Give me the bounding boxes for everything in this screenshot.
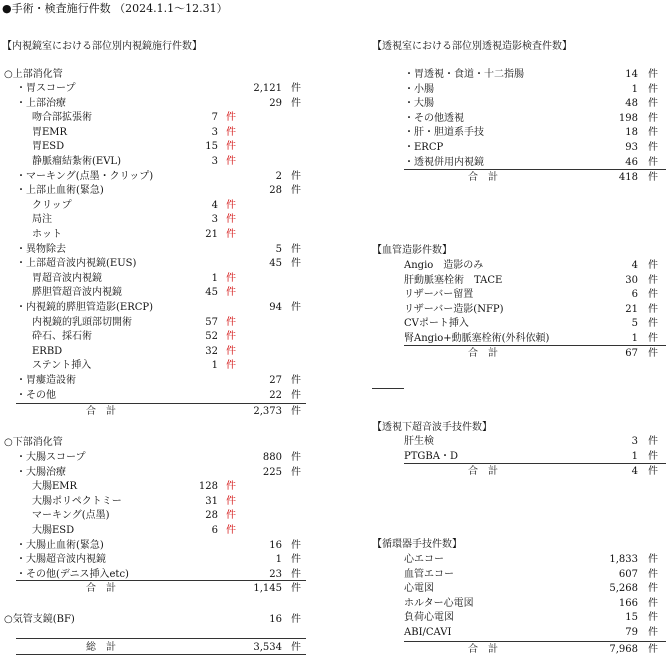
fluoro-value: 93 bbox=[625, 142, 638, 153]
angio-value: 6 bbox=[631, 289, 638, 300]
fluoro-label: ・ERCP bbox=[404, 142, 444, 153]
upper-label: ・内視鏡的膵胆管造影(ERCP) bbox=[16, 302, 154, 313]
upper-label: ・マーキング(点墨・クリップ) bbox=[16, 171, 154, 182]
cardio-label: 負荷心電図 bbox=[404, 612, 454, 623]
upper-unit: 件 bbox=[291, 375, 301, 386]
upper-value: 2 bbox=[275, 171, 282, 182]
angio-value: 4 bbox=[631, 260, 638, 271]
cardio-total-label: 合 計 bbox=[468, 644, 498, 655]
angio-heading: 【血管造影件数】 bbox=[372, 245, 452, 256]
upper-sub-label: 胃EMR bbox=[32, 127, 68, 138]
lower-label: ・大腸治療 bbox=[16, 467, 66, 478]
upper-sub-value: 52 bbox=[205, 331, 218, 342]
upper-sub-unit: 件 bbox=[226, 273, 236, 284]
angio-label: 肝動脈塞栓術 TACE bbox=[404, 275, 503, 286]
upper-label: ・胃スコープ bbox=[16, 83, 76, 94]
upper-sub-unit: 件 bbox=[226, 317, 236, 328]
upper-sub-label: 砕石、採石術 bbox=[32, 331, 92, 342]
fluoro-unit: 件 bbox=[648, 127, 658, 138]
upper-sub-value: 57 bbox=[205, 317, 218, 328]
fluoro-unit: 件 bbox=[648, 113, 658, 124]
upper-label: ・上部止血術(緊急) bbox=[16, 185, 104, 196]
us-value: 1 bbox=[631, 451, 638, 462]
lower-sub-unit: 件 bbox=[226, 510, 236, 521]
lower-unit: 件 bbox=[291, 554, 301, 565]
lower-sub-unit: 件 bbox=[226, 496, 236, 507]
bf-value: 16 bbox=[269, 614, 282, 625]
upper-sub-value: 1 bbox=[211, 273, 218, 284]
cardio-value: 15 bbox=[625, 612, 638, 623]
upper-sub-value: 3 bbox=[211, 214, 218, 225]
fluoro-label: ・胃透視・食道・十二指腸 bbox=[404, 69, 524, 80]
fluoro-unit: 件 bbox=[648, 157, 658, 168]
lower-sub-label: 大腸ESD bbox=[32, 525, 75, 536]
upper-sub-label: 内視鏡的乳頭部切開術 bbox=[32, 317, 132, 328]
grand-total-line-bottom bbox=[16, 654, 306, 655]
cardio-heading: 【循環器手技件数】 bbox=[372, 539, 462, 550]
fluoro-heading: 【透視室における部位別透視造影検査件数】 bbox=[372, 41, 572, 52]
us-total-unit: 件 bbox=[648, 466, 658, 477]
lower-value: 23 bbox=[269, 569, 282, 580]
fluoro-value: 14 bbox=[625, 69, 638, 80]
angio-total-value: 67 bbox=[625, 348, 638, 359]
cardio-value: 607 bbox=[618, 569, 638, 580]
angio-total-unit: 件 bbox=[648, 348, 658, 359]
lower-sub-label: マーキング(点墨) bbox=[32, 510, 110, 521]
upper-value: 27 bbox=[269, 375, 282, 386]
cardio-value: 79 bbox=[625, 627, 638, 638]
fluoro-label: ・肝・胆道系手技 bbox=[404, 127, 484, 138]
angio-unit: 件 bbox=[648, 260, 658, 271]
fluoro-unit: 件 bbox=[648, 84, 658, 95]
fluoro-label: ・大腸 bbox=[404, 98, 434, 109]
lower-sub-value: 31 bbox=[205, 496, 218, 507]
group-heading-lower: ○下部消化管 bbox=[4, 437, 63, 448]
lower-value: 16 bbox=[269, 540, 282, 551]
fluoro-value: 18 bbox=[625, 127, 638, 138]
lower-sub-label: 大腸EMR bbox=[32, 481, 78, 492]
lower-unit: 件 bbox=[291, 467, 301, 478]
upper-sub-label: 吻合部拡張術 bbox=[32, 112, 92, 123]
angio-value: 1 bbox=[631, 333, 638, 344]
upper-sub-value: 4 bbox=[211, 200, 218, 211]
grand-total-line-top bbox=[16, 638, 306, 639]
fluoro-unit: 件 bbox=[648, 142, 658, 153]
upper-unit: 件 bbox=[291, 171, 301, 182]
group-heading-upper: ○上部消化管 bbox=[4, 69, 63, 80]
upper-sub-label: 胃ESD bbox=[32, 141, 65, 152]
upper-value: 22 bbox=[269, 390, 282, 401]
upper-value: 45 bbox=[269, 258, 282, 269]
upper-sub-label: ホット bbox=[32, 229, 62, 240]
fluoro-value: 198 bbox=[618, 113, 638, 124]
upper-value: 2,121 bbox=[253, 83, 282, 94]
fluoro-value: 46 bbox=[625, 157, 638, 168]
us-label: PTGBA・D bbox=[404, 451, 458, 462]
fluoro-label: ・小腸 bbox=[404, 84, 434, 95]
fluoro-total-value: 418 bbox=[618, 172, 638, 183]
lower-sub-label: 大腸ポリペクトミー bbox=[32, 496, 122, 507]
upper-sub-value: 1 bbox=[211, 360, 218, 371]
lower-label: ・その他(デニス挿入etc) bbox=[16, 569, 129, 580]
bf-label: ○気管支鏡(BF) bbox=[4, 614, 75, 625]
lower-value: 1 bbox=[275, 554, 282, 565]
angio-value: 5 bbox=[631, 318, 638, 329]
upper-sub-value: 21 bbox=[205, 229, 218, 240]
angio-value: 30 bbox=[625, 275, 638, 286]
upper-sub-unit: 件 bbox=[226, 156, 236, 167]
upper-sub-value: 7 bbox=[211, 112, 218, 123]
upper-sub-value: 3 bbox=[211, 127, 218, 138]
upper-unit: 件 bbox=[291, 185, 301, 196]
upper-sub-unit: 件 bbox=[226, 214, 236, 225]
lower-sub-value: 6 bbox=[211, 525, 218, 536]
lower-label: ・大腸超音波内視鏡 bbox=[16, 554, 106, 565]
upper-total-label: 合 計 bbox=[86, 406, 116, 417]
upper-sub-label: 局注 bbox=[32, 214, 52, 225]
upper-sub-unit: 件 bbox=[226, 112, 236, 123]
fluoro-total-label: 合 計 bbox=[468, 172, 498, 183]
lower-sub-unit: 件 bbox=[226, 481, 236, 492]
grand-total-unit: 件 bbox=[291, 642, 301, 653]
grand-total-value: 3,534 bbox=[253, 642, 282, 653]
lower-total-value: 1,145 bbox=[253, 583, 282, 594]
lower-total-label: 合 計 bbox=[86, 583, 116, 594]
lower-total-unit: 件 bbox=[291, 583, 301, 594]
upper-sub-value: 15 bbox=[205, 141, 218, 152]
cardio-unit: 件 bbox=[648, 569, 658, 580]
us-heading: 【透視下超音波手技件数】 bbox=[372, 422, 492, 433]
cardio-total-unit: 件 bbox=[648, 644, 658, 655]
upper-sub-value: 45 bbox=[205, 287, 218, 298]
lower-total-line-top bbox=[16, 580, 306, 581]
upper-value: 5 bbox=[275, 244, 282, 255]
us-label: 肝生検 bbox=[404, 436, 434, 447]
upper-value: 29 bbox=[269, 98, 282, 109]
angio-label: Angio 造影のみ bbox=[404, 260, 484, 271]
cardio-label: 心エコー bbox=[404, 554, 444, 565]
angio-unit: 件 bbox=[648, 318, 658, 329]
upper-sub-label: 膵胆管超音波内視鏡 bbox=[32, 287, 122, 298]
upper-sub-unit: 件 bbox=[226, 331, 236, 342]
us-total-value: 4 bbox=[631, 466, 638, 477]
cardio-label: ABI/CAVI bbox=[404, 627, 452, 638]
lower-unit: 件 bbox=[291, 452, 301, 463]
upper-sub-unit: 件 bbox=[226, 141, 236, 152]
cardio-value: 166 bbox=[618, 598, 638, 609]
angio-unit: 件 bbox=[648, 275, 658, 286]
angio-label: CVポート挿入 bbox=[404, 318, 469, 329]
upper-sub-value: 3 bbox=[211, 156, 218, 167]
lower-sub-unit: 件 bbox=[226, 525, 236, 536]
upper-total-line-top bbox=[16, 403, 306, 404]
upper-value: 94 bbox=[269, 302, 282, 313]
angio-unit: 件 bbox=[648, 289, 658, 300]
lower-unit: 件 bbox=[291, 540, 301, 551]
fluoro-unit: 件 bbox=[648, 98, 658, 109]
us-value: 3 bbox=[631, 436, 638, 447]
upper-sub-label: 胃超音波内視鏡 bbox=[32, 273, 102, 284]
upper-label: ・上部治療 bbox=[16, 98, 66, 109]
upper-sub-label: ERBD bbox=[32, 346, 63, 357]
upper-sub-unit: 件 bbox=[226, 127, 236, 138]
cardio-total-line-top bbox=[404, 641, 666, 642]
grand-total-label: 総 計 bbox=[86, 642, 116, 653]
upper-sub-label: クリップ bbox=[32, 200, 72, 211]
angio-total-line-top bbox=[404, 345, 666, 346]
cardio-value: 1,833 bbox=[609, 554, 638, 565]
angio-total-label: 合 計 bbox=[468, 348, 498, 359]
upper-total-value: 2,373 bbox=[253, 406, 282, 417]
upper-sub-unit: 件 bbox=[226, 360, 236, 371]
upper-sub-unit: 件 bbox=[226, 229, 236, 240]
us-total-line-top bbox=[404, 463, 666, 464]
upper-sub-unit: 件 bbox=[226, 287, 236, 298]
bf-unit: 件 bbox=[291, 614, 301, 625]
upper-label: ・その他 bbox=[16, 390, 56, 401]
cardio-unit: 件 bbox=[648, 598, 658, 609]
cardio-label: ホルター心電図 bbox=[404, 598, 474, 609]
page-title: ●手術・検査施行件数 （2024.1.1～12.31） bbox=[2, 2, 228, 15]
lower-value: 225 bbox=[262, 467, 282, 478]
upper-sub-label: 静脈瘤結紮術(EVL) bbox=[32, 156, 121, 167]
upper-unit: 件 bbox=[291, 258, 301, 269]
cardio-total-value: 7,968 bbox=[609, 644, 638, 655]
us-total-label: 合 計 bbox=[468, 466, 498, 477]
upper-sub-unit: 件 bbox=[226, 200, 236, 211]
angio-label: リザーバー留置 bbox=[404, 289, 474, 300]
lower-label: ・大腸スコープ bbox=[16, 452, 86, 463]
angio-unit: 件 bbox=[648, 333, 658, 344]
lower-label: ・大腸止血術(緊急) bbox=[16, 540, 104, 551]
upper-label: ・胃瘻造設術 bbox=[16, 375, 76, 386]
cardio-unit: 件 bbox=[648, 583, 658, 594]
cardio-unit: 件 bbox=[648, 554, 658, 565]
upper-unit: 件 bbox=[291, 98, 301, 109]
fluoro-label: ・その他透視 bbox=[404, 113, 464, 124]
cardio-unit: 件 bbox=[648, 612, 658, 623]
cardio-label: 血管エコー bbox=[404, 569, 454, 580]
upper-unit: 件 bbox=[291, 244, 301, 255]
angio-unit: 件 bbox=[648, 304, 658, 315]
lower-sub-value: 28 bbox=[205, 510, 218, 521]
upper-label: ・上部超音波内視鏡(EUS) bbox=[16, 258, 137, 269]
upper-unit: 件 bbox=[291, 390, 301, 401]
cardio-label: 心電図 bbox=[404, 583, 434, 594]
us-unit: 件 bbox=[648, 451, 658, 462]
divider-short bbox=[372, 388, 404, 389]
cardio-value: 5,268 bbox=[609, 583, 638, 594]
fluoro-total-unit: 件 bbox=[648, 172, 658, 183]
upper-sub-value: 32 bbox=[205, 346, 218, 357]
angio-label: 腎Angio+動脈塞栓術(外科依頼) bbox=[404, 333, 550, 344]
angio-label: リザーバー造影(NFP) bbox=[404, 304, 504, 315]
upper-sub-unit: 件 bbox=[226, 346, 236, 357]
angio-value: 21 bbox=[625, 304, 638, 315]
upper-unit: 件 bbox=[291, 302, 301, 313]
fluoro-unit: 件 bbox=[648, 69, 658, 80]
upper-total-unit: 件 bbox=[291, 406, 301, 417]
upper-value: 28 bbox=[269, 185, 282, 196]
fluoro-total-line-top bbox=[404, 169, 666, 170]
upper-label: ・異物除去 bbox=[16, 244, 66, 255]
cardio-unit: 件 bbox=[648, 627, 658, 638]
us-unit: 件 bbox=[648, 436, 658, 447]
upper-unit: 件 bbox=[291, 83, 301, 94]
lower-unit: 件 bbox=[291, 569, 301, 580]
upper-sub-label: ステント挿入 bbox=[32, 360, 92, 371]
lower-sub-value: 128 bbox=[198, 481, 218, 492]
lower-value: 880 bbox=[262, 452, 282, 463]
fluoro-value: 1 bbox=[631, 84, 638, 95]
fluoro-value: 48 bbox=[625, 98, 638, 109]
fluoro-label: ・透視併用内視鏡 bbox=[404, 157, 484, 168]
section-heading-endoscopy: 【内視鏡室における部位別内視鏡施行件数】 bbox=[2, 41, 202, 52]
